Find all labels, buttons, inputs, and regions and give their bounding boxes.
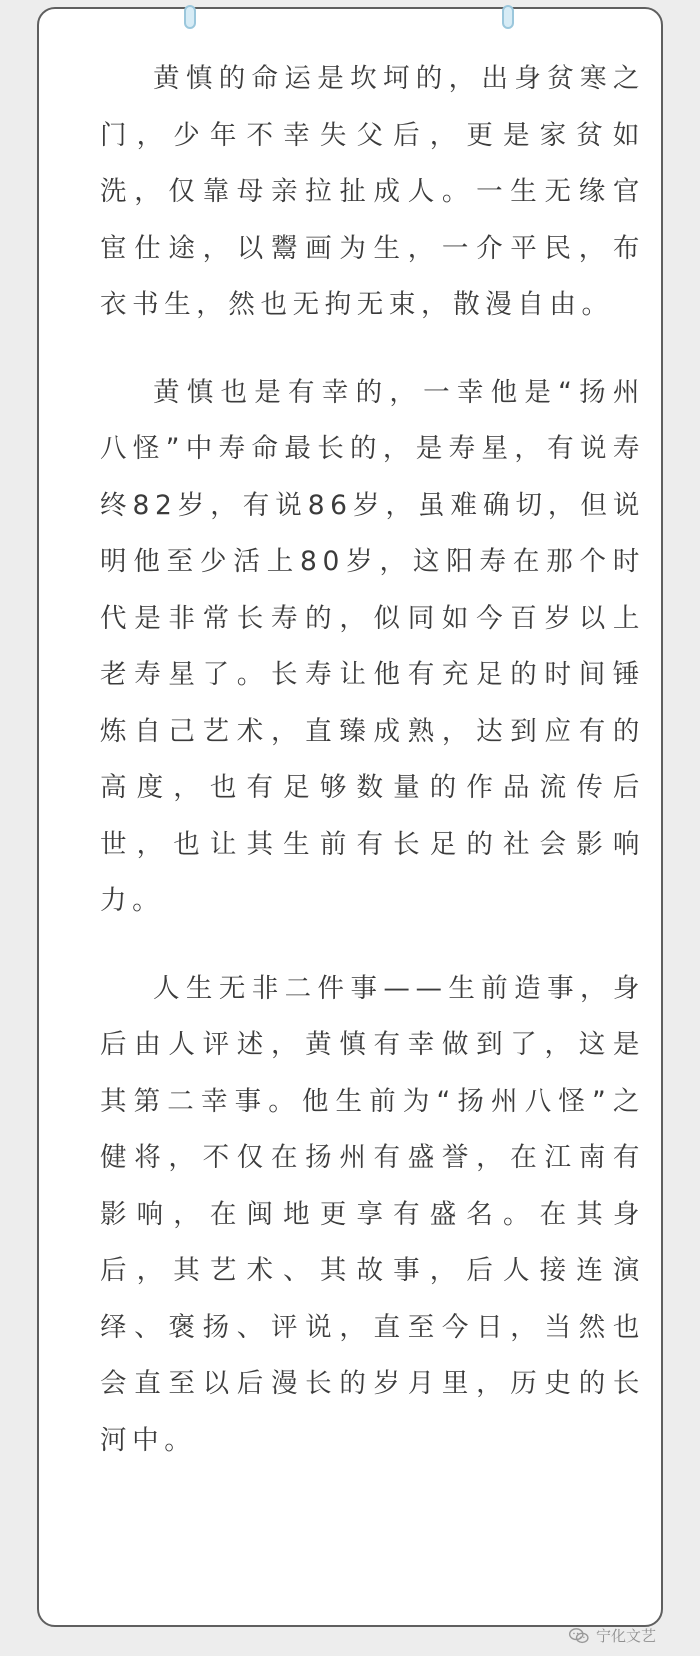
article-paragraph: 人生无非二件事——生前造事，身后由人评述，黄慎有幸做到了，这是其第二幸事。他生前为“扬州八怪”之健将，不仅在扬州有盛誉，在江南有影响，在闽地更享有盛名。在其身后，其艺术、其故事，后人接连演绎、褒扬、评说，直至今日，当然也会直至以后漫长的岁月里，历史的长河中。: [100, 972, 645, 1456]
article-body: [100, 51, 645, 1469]
article-paragraph: 黄慎的命运是坎坷的，出身贫寒之门，少年不幸失父后，更是家贫如洗，仅靠母亲拉扯成人。一生无缘官宦仕途，以鬻画为生，一介平民，布衣书生，然也无拘无束，散漫自由。: [100, 63, 645, 320]
watermark-text: 宁化文艺: [595, 1627, 656, 1645]
article-paragraph: 黄慎也是有幸的，一幸他是“扬州八怪”中寿命最长的，是寿星，有说寿终82岁，有说86岁，虽难确切，但说明他至少活上80岁，这阳寿在那个时代是非常长寿的，似同如今百岁以上老寿星了。长寿让他有充足的时间锤炼自己艺术，直臻成熟，达到应有的高度，也有足够数量的作品流传后世，也让其生前有长足的社会影响力。: [100, 376, 645, 916]
binder-pin-left: [184, 5, 196, 29]
binder-pin-right: [502, 5, 514, 29]
article-card: [37, 7, 663, 1627]
wechat-icon: [568, 1626, 590, 1646]
source-watermark: [568, 1625, 656, 1646]
